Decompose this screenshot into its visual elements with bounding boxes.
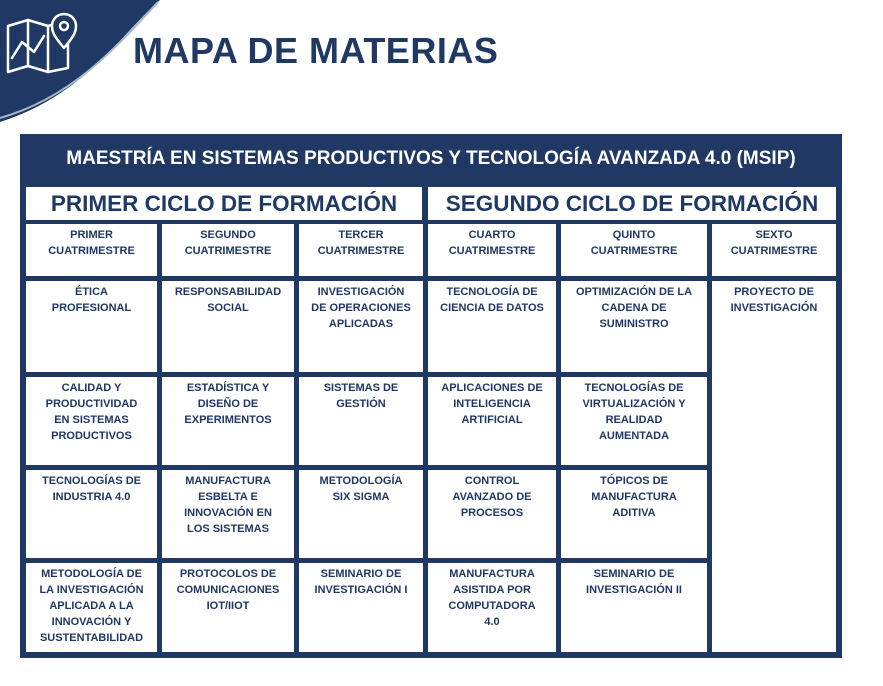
page-title: MAPA DE MATERIAS [133,30,499,71]
cycle-first-header: PRIMER CICLO DE FORMACIÓN [26,187,422,220]
course-cell: MANUFACTURA ASISTIDA POR COMPUTADORA 4.0 [428,563,556,652]
course-cell: OPTIMIZACIÓN DE LA CADENA DE SUMINISTRO [561,281,707,372]
course-cell: ESTADÍSTICA Y DISEÑO DE EXPERIMENTOS [162,377,294,465]
cycle-second-header: SEGUNDO CICLO DE FORMACIÓN [428,187,836,220]
course-cell-sixth: PROYECTO DE INVESTIGACIÓN [712,281,836,652]
semester-header: TERCER CUATRIMESTRE [299,224,423,276]
program-title: MAESTRÍA EN SISTEMAS PRODUCTIVOS Y TECNOLOGÍA AVANZADA 4.0 (MSIP) [66,147,796,169]
course-cell: PROTOCOLOS DE COMUNICACIONES IOT/IIOT [162,563,294,652]
course-cell: METODOLOGÍA SIX SIGMA [299,470,423,558]
semester-header: CUARTO CUATRIMESTRE [428,224,556,276]
semester-header: SEXTO CUATRIMESTRE [712,224,836,276]
course-cell: MANUFACTURA ESBELTA E INNOVACIÓN EN LOS SISTEMAS [162,470,294,558]
curriculum-table [20,134,842,658]
course-cell: SEMINARIO DE INVESTIGACIÓN I [299,563,423,652]
course-cell: SEMINARIO DE INVESTIGACIÓN II [561,563,707,652]
course-cell: ÉTICA PROFESIONAL [26,281,157,372]
course-cell: TECNOLOGÍAS DE INDUSTRIA 4.0 [26,470,157,558]
course-cell: CONTROL AVANZADO DE PROCESOS [428,470,556,558]
course-cell: TECNOLOGÍA DE CIENCIA DE DATOS [428,281,556,372]
map-pin-icon [4,12,84,74]
course-cell: APLICACIONES DE INTELIGENCIA ARTIFICIAL [428,377,556,465]
semester-header: SEGUNDO CUATRIMESTRE [162,224,294,276]
course-cell: METODOLOGÍA DE LA INVESTIGACIÓN APLICADA A LA INNOVACIÓN Y SUSTENTABILIDAD [26,563,157,652]
course-cell: SISTEMAS DE GESTIÓN [299,377,423,465]
course-cell: RESPONSABILIDAD SOCIAL [162,281,294,372]
course-cell: CALIDAD Y PRODUCTIVIDAD EN SISTEMAS PRODUCTIVOS [26,377,157,465]
semester-header: QUINTO CUATRIMESTRE [561,224,707,276]
semester-header: PRIMER CUATRIMESTRE [26,224,157,276]
course-cell: TÓPICOS DE MANUFACTURA ADITIVA [561,470,707,558]
course-cell: INVESTIGACIÓN DE OPERACIONES APLICADAS [299,281,423,372]
course-cell: TECNOLOGÍAS DE VIRTUALIZACIÓN Y REALIDAD AUMENTADA [561,377,707,465]
